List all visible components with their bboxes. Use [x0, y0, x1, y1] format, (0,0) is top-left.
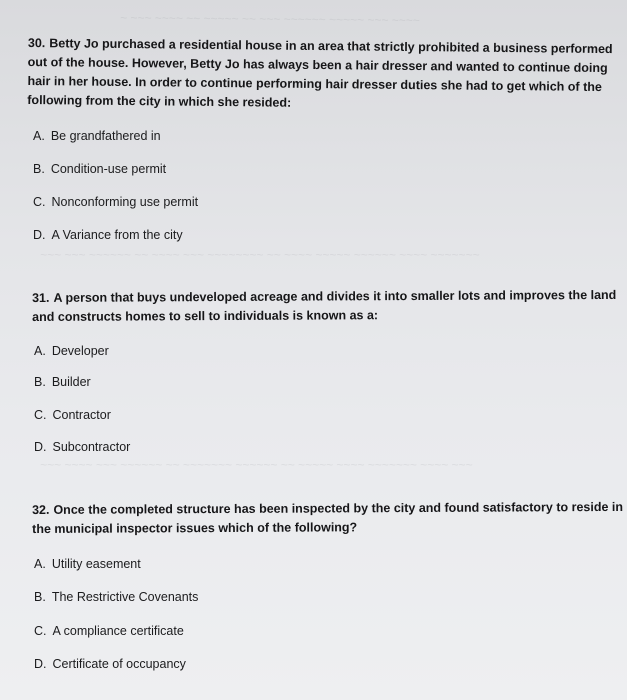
option-text: A compliance certificate — [52, 624, 184, 638]
question-31 — [32, 286, 617, 327]
option-text: Builder — [51, 375, 91, 389]
question-32-option-d[interactable] — [34, 657, 186, 671]
option-text: Utility easement — [51, 557, 141, 571]
question-number: 31. — [32, 290, 50, 305]
option-text: Condition-use permit — [50, 162, 167, 176]
question-31-option-d[interactable] — [34, 440, 130, 454]
option-text: Nonconforming use permit — [51, 195, 199, 209]
option-letter: C. — [34, 408, 47, 422]
option-text: Developer — [51, 344, 109, 358]
option-letter: B. — [34, 590, 46, 604]
option-letter: C. — [33, 195, 46, 209]
option-letter: A. — [34, 557, 46, 571]
option-text: Subcontractor — [52, 440, 131, 454]
question-number: 30. — [27, 35, 46, 51]
option-text: Contractor — [52, 408, 111, 422]
question-30 — [27, 34, 620, 116]
option-letter: A. — [34, 344, 46, 358]
question-text: Betty Jo purchased a residential house in an area that strictly prohibited a business performed out of the house. However, Betty Jo has always been a hair dresser and wanted to continue doing hair in her house. In order to continue performing hair dresser duties she had to get which of the following from the city in which she resided: — [27, 36, 613, 110]
question-text: Once the completed structure has been inspected by the city and found satisfactory to reside in the municipal inspector issues which of the following? — [32, 499, 624, 536]
question-30-option-c[interactable] — [33, 195, 198, 209]
question-32-option-b[interactable] — [34, 590, 198, 604]
show-through-decoration: ~~~ ~~~ ~~~~~~ ~~ ~~~~ ~~~ ~~~~~~~~ ~~ ~~~~ ~~~~~ ~~~~~~ ~~~~ ~~~~~~~ — [40, 248, 480, 262]
option-letter: D. — [34, 657, 47, 671]
option-letter: B. — [34, 375, 46, 389]
question-31-option-c[interactable] — [34, 408, 111, 422]
question-32-option-a[interactable] — [34, 557, 141, 571]
show-through-decoration: ~~~ ~~~~ ~~~ ~~~~~~ ~~ ~~~~~~~ ~~~~~~ ~~ ~~~~~ ~~~~ ~~~~~~~ ~~~~ ~~~ — [40, 458, 473, 472]
option-text: Certificate of occupancy — [52, 657, 186, 671]
option-letter: C. — [34, 624, 47, 638]
question-text: A person that buys undeveloped acreage and divides it into smaller lots and improves the land and constructs homes to sell to individuals is known as a: — [32, 287, 617, 324]
show-through-decoration: ~ ~~~ ~~~~ ~~ ~~~~~ ~~ ~~~ ~~~~~~ ~~~~~ ~~~ ~~~~ — [119, 10, 420, 28]
option-letter: B. — [33, 162, 45, 176]
question-31-option-a[interactable] — [34, 344, 109, 358]
option-letter: A. — [33, 129, 45, 143]
question-32 — [32, 498, 627, 539]
option-letter: D. — [33, 228, 46, 242]
option-text: Be grandfathered in — [50, 129, 161, 143]
question-number: 32. — [32, 502, 50, 517]
question-32-option-c[interactable] — [34, 624, 184, 638]
option-text: The Restrictive Covenants — [51, 590, 199, 604]
question-30-option-a[interactable] — [33, 129, 161, 143]
question-30-option-b[interactable] — [33, 162, 166, 176]
question-30-option-d[interactable] — [33, 228, 183, 242]
option-text: A Variance from the city — [51, 228, 183, 242]
question-31-option-b[interactable] — [34, 375, 91, 389]
option-letter: D. — [34, 440, 47, 454]
